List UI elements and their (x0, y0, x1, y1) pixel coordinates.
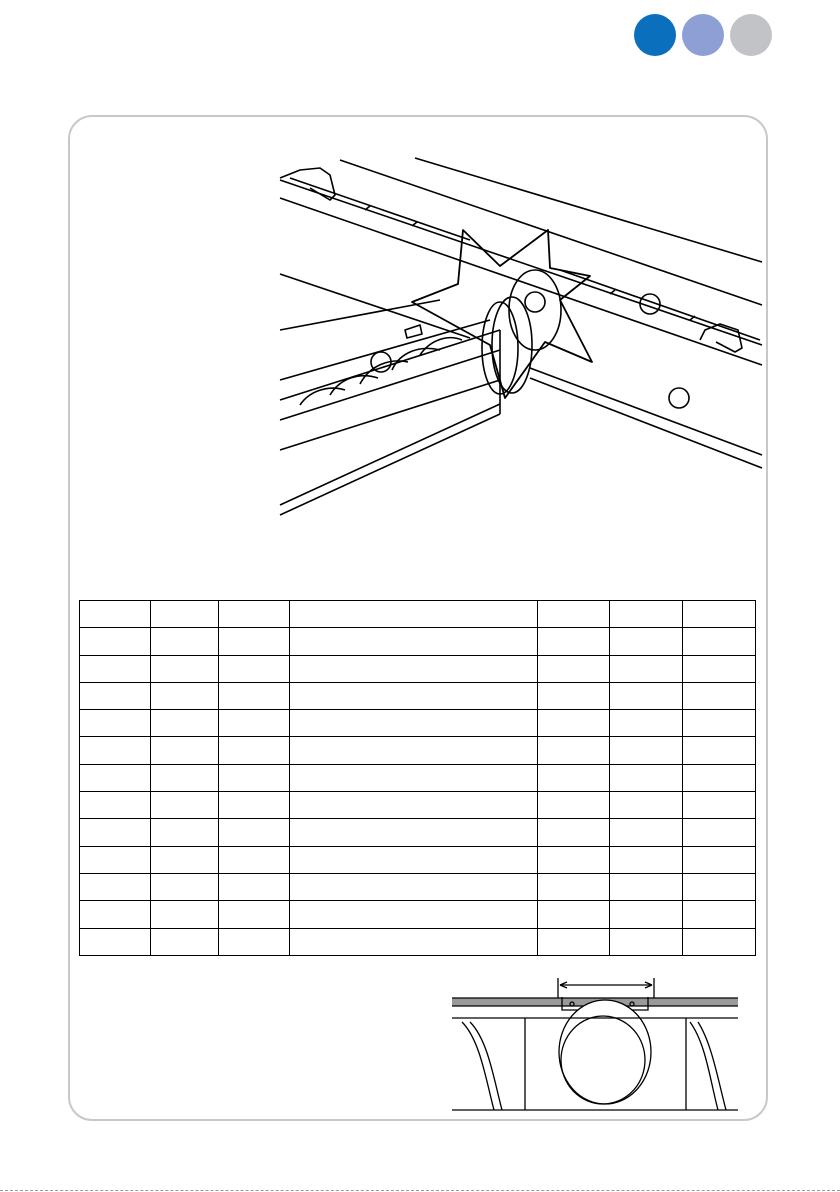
table-cell (538, 710, 610, 737)
table-cell (290, 928, 538, 955)
table-cell (151, 873, 219, 900)
table-cell (219, 928, 290, 955)
table-cell (683, 764, 756, 791)
table-cell (538, 873, 610, 900)
table-cell (151, 737, 219, 764)
table-cell (683, 628, 756, 655)
table-cell (683, 928, 756, 955)
callout-circle-d (669, 388, 689, 408)
table-cell (151, 764, 219, 791)
assembly-illustration (276, 155, 766, 530)
table-cell (219, 792, 290, 819)
table-row (80, 601, 756, 628)
table-cell (80, 819, 151, 846)
pipe-section (559, 1000, 651, 1104)
table-cell (538, 928, 610, 955)
table-cell (80, 873, 151, 900)
table-cell (80, 764, 151, 791)
rail-lines (280, 158, 762, 468)
table-cell (538, 846, 610, 873)
table-cell (80, 901, 151, 928)
table-cell (290, 628, 538, 655)
table-cell (538, 601, 610, 628)
table-cell (290, 792, 538, 819)
table-cell (610, 737, 683, 764)
table-cell (151, 846, 219, 873)
table-cell (151, 792, 219, 819)
table-cell (80, 682, 151, 709)
table-cell (290, 764, 538, 791)
step-dot-2 (682, 14, 724, 56)
parts-table (79, 600, 756, 956)
table-cell (80, 792, 151, 819)
end-bracket-right (700, 324, 742, 352)
table-cell (290, 682, 538, 709)
table-row (80, 737, 756, 764)
table-row (80, 682, 756, 709)
table-row (80, 655, 756, 682)
table-cell (290, 655, 538, 682)
table-cell (290, 710, 538, 737)
table-cell (610, 873, 683, 900)
table-cell (538, 628, 610, 655)
table-row (80, 819, 756, 846)
step-dot-3 (730, 14, 772, 56)
table-cell (219, 737, 290, 764)
table-cell (80, 928, 151, 955)
table-cell (683, 819, 756, 846)
table-cell (610, 846, 683, 873)
table-cell (538, 901, 610, 928)
table-cell (538, 737, 610, 764)
table-cell (151, 682, 219, 709)
table-cell (683, 792, 756, 819)
table-cell (151, 655, 219, 682)
table-cell (610, 682, 683, 709)
table-row (80, 792, 756, 819)
table-cell (80, 846, 151, 873)
table-cell (219, 628, 290, 655)
table-cell (80, 628, 151, 655)
table-cell (219, 901, 290, 928)
table-cell (151, 628, 219, 655)
table-cell (151, 601, 219, 628)
table-cell (80, 710, 151, 737)
table-cell (219, 846, 290, 873)
table-cell (610, 928, 683, 955)
table-cell (538, 819, 610, 846)
table-cell (610, 764, 683, 791)
spiral-left (462, 1022, 494, 1110)
table-cell (683, 682, 756, 709)
table-cell (610, 710, 683, 737)
callout-circle-a (525, 292, 545, 312)
table-cell (290, 901, 538, 928)
step-indicator (634, 14, 774, 58)
table-cell (538, 655, 610, 682)
parts-table-body (80, 601, 756, 956)
table-cell (538, 792, 610, 819)
table-cell (80, 655, 151, 682)
table-cell (610, 819, 683, 846)
table-cell (219, 764, 290, 791)
table-cell (683, 655, 756, 682)
table-cell (610, 601, 683, 628)
table-cell (538, 764, 610, 791)
table-cell (219, 682, 290, 709)
table-cell (290, 873, 538, 900)
table-cell (219, 655, 290, 682)
table-row (80, 928, 756, 955)
table-row (80, 846, 756, 873)
table-cell (219, 710, 290, 737)
spiral-right (690, 1022, 718, 1110)
table-cell (610, 792, 683, 819)
table-row (80, 901, 756, 928)
table-row (80, 873, 756, 900)
cross-section-detail (452, 975, 742, 1115)
table-cell (683, 901, 756, 928)
table-cell (290, 846, 538, 873)
step-dot-1 (634, 14, 676, 56)
table-cell (610, 628, 683, 655)
table-cell (290, 819, 538, 846)
table-cell (219, 873, 290, 900)
table-cell (610, 655, 683, 682)
table-row (80, 710, 756, 737)
table-cell (80, 601, 151, 628)
table-cell (80, 737, 151, 764)
table-cell (683, 873, 756, 900)
table-cell (610, 901, 683, 928)
table-cell (151, 710, 219, 737)
table-cell (683, 710, 756, 737)
table-cell (538, 682, 610, 709)
table-cell (219, 819, 290, 846)
table-cell (151, 819, 219, 846)
table-cell (683, 737, 756, 764)
table-cell (290, 737, 538, 764)
page-bottom-edge (0, 1190, 840, 1191)
table-row (80, 764, 756, 791)
table-cell (151, 928, 219, 955)
table-cell (219, 601, 290, 628)
table-cell (290, 601, 538, 628)
table-row (80, 628, 756, 655)
table-cell (683, 846, 756, 873)
table-cell (683, 601, 756, 628)
table-cell (151, 901, 219, 928)
